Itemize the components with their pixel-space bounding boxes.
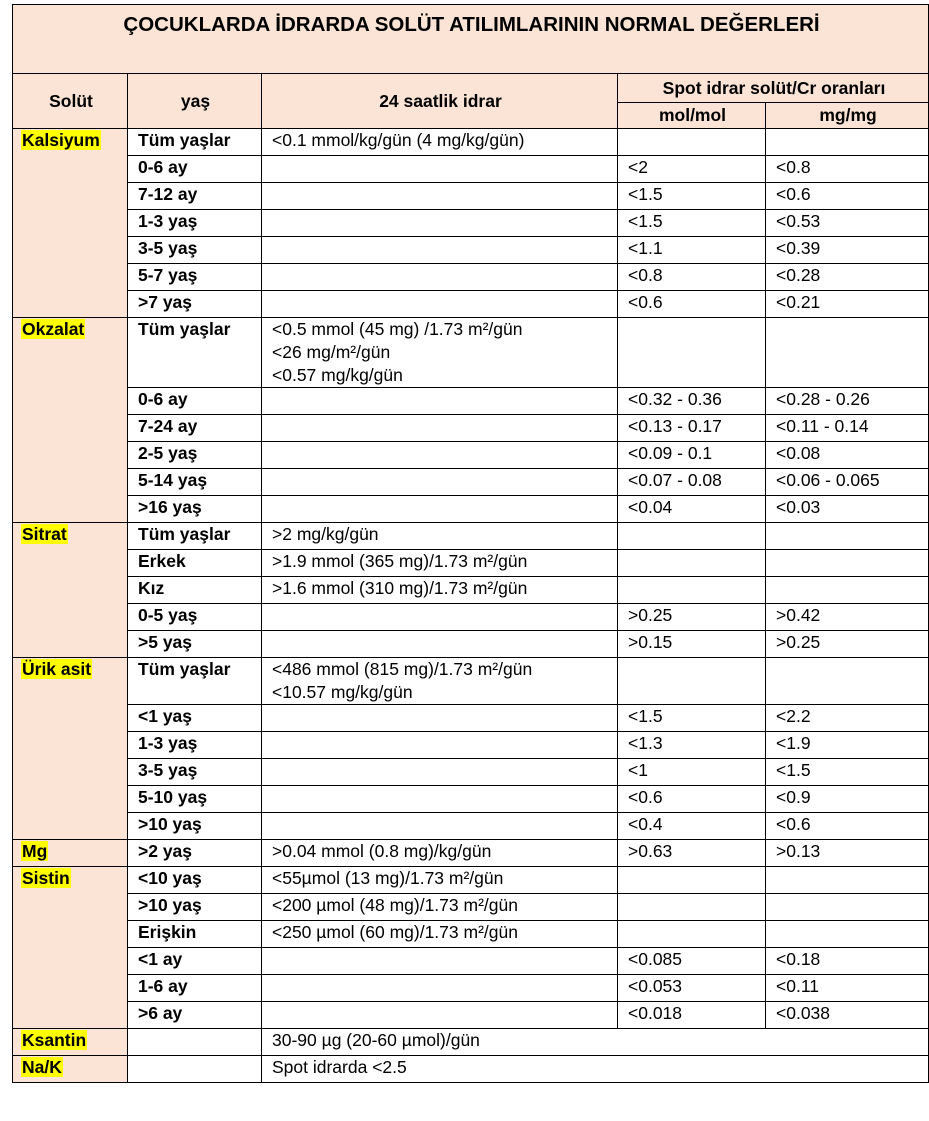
table-row [13, 442, 929, 469]
age-cell: 7-12 ay [128, 183, 262, 210]
mg-mg-cell: <0.53 [766, 210, 929, 237]
table-row [13, 577, 929, 604]
table-row [13, 318, 929, 388]
solute-cell [13, 867, 128, 1029]
urine24-cell [262, 631, 618, 658]
age-cell: >7 yaş [128, 291, 262, 318]
age-cell: 0-6 ay [128, 388, 262, 415]
age-cell: 3-5 yaş [128, 759, 262, 786]
age-cell: >10 yaş [128, 894, 262, 921]
urine24-cell [262, 975, 618, 1002]
urine24-line: <200 µmol (48 mg)/1.73 m²/gün [272, 895, 518, 915]
mol-mol-cell: <1.5 [618, 210, 766, 237]
table-row [13, 948, 929, 975]
urine24-line: <0.1 mmol/kg/gün (4 mg/kg/gün) [272, 130, 525, 150]
urine24-cell [262, 210, 618, 237]
mol-mol-cell: >0.15 [618, 631, 766, 658]
urine24-cell [262, 469, 618, 496]
table-title: ÇOCUKLARDA İDRARDA SOLÜT ATILIMLARININ NORMAL DEĞERLERİ [13, 5, 929, 74]
urine24-line: <10.57 mg/kg/gün [272, 682, 413, 702]
document-page [12, 4, 928, 1083]
age-cell: Erişkin [128, 921, 262, 948]
mg-mg-cell: <0.9 [766, 786, 929, 813]
urine24-cell [262, 264, 618, 291]
urine24-line: <55µmol (13 mg)/1.73 m²/gün [272, 868, 504, 888]
urine24-cell [262, 291, 618, 318]
age-cell: >10 yaş [128, 813, 262, 840]
urine24-cell [262, 388, 618, 415]
age-cell: Tüm yaşlar [128, 318, 262, 388]
mol-mol-cell [618, 867, 766, 894]
urine24-cell [262, 1002, 618, 1029]
age-cell: 3-5 yaş [128, 237, 262, 264]
mol-mol-cell: <1.5 [618, 705, 766, 732]
mol-mol-cell: <0.8 [618, 264, 766, 291]
table-body [13, 129, 929, 1083]
mol-mol-cell: <1.1 [618, 237, 766, 264]
mg-mg-cell: <0.28 - 0.26 [766, 388, 929, 415]
table-row [13, 759, 929, 786]
urine24-cell [262, 786, 618, 813]
age-cell [128, 1029, 262, 1056]
mg-mg-cell: <1.9 [766, 732, 929, 759]
mol-mol-cell: <0.018 [618, 1002, 766, 1029]
table-row [13, 1002, 929, 1029]
age-cell: 2-5 yaş [128, 442, 262, 469]
solute-cell [13, 129, 128, 318]
table-row [13, 705, 929, 732]
urine24-cell [262, 442, 618, 469]
mol-mol-cell [618, 318, 766, 388]
solute-cell [13, 318, 128, 523]
header-spot-urine: Spot idrar solüt/Cr oranları [618, 74, 929, 103]
mol-mol-cell [618, 523, 766, 550]
urine24-cell [262, 550, 618, 577]
mol-mol-cell: <1.5 [618, 183, 766, 210]
table-row [13, 604, 929, 631]
mol-mol-cell: <0.053 [618, 975, 766, 1002]
solute-cell [13, 658, 128, 840]
mol-mol-cell: <0.07 - 0.08 [618, 469, 766, 496]
mg-mg-cell [766, 921, 929, 948]
age-cell: >6 ay [128, 1002, 262, 1029]
mol-mol-cell: <1.3 [618, 732, 766, 759]
mg-mg-cell: <0.18 [766, 948, 929, 975]
mg-mg-cell: <2.2 [766, 705, 929, 732]
reference-table [12, 4, 929, 1083]
urine24-cell [262, 523, 618, 550]
age-cell: <1 yaş [128, 705, 262, 732]
mol-mol-cell [618, 658, 766, 705]
urine24-cell [262, 237, 618, 264]
mg-mg-cell [766, 658, 929, 705]
header-solute: Solüt [13, 74, 128, 129]
table-row [13, 894, 929, 921]
age-cell [128, 1056, 262, 1083]
mg-mg-cell: <0.03 [766, 496, 929, 523]
age-cell: Kız [128, 577, 262, 604]
header-24h-urine: 24 saatlik idrar [262, 74, 618, 129]
mg-mg-cell: <0.8 [766, 156, 929, 183]
mg-mg-cell [766, 129, 929, 156]
urine24-cell [262, 604, 618, 631]
urine24-line: >2 mg/kg/gün [272, 524, 379, 544]
solute-cell [13, 840, 128, 867]
mg-mg-cell: <0.6 [766, 813, 929, 840]
table-row [13, 469, 929, 496]
age-cell: 1-3 yaş [128, 210, 262, 237]
mol-mol-cell: <2 [618, 156, 766, 183]
age-cell: 7-24 ay [128, 415, 262, 442]
urine24-line: <486 mmol (815 mg)/1.73 m²/gün [272, 659, 533, 679]
solute-cell [13, 1056, 128, 1083]
mg-mg-cell: >0.13 [766, 840, 929, 867]
table-row [13, 732, 929, 759]
mg-mg-cell: <0.11 - 0.14 [766, 415, 929, 442]
table-row [13, 415, 929, 442]
table-row [13, 388, 929, 415]
mg-mg-cell: <0.39 [766, 237, 929, 264]
merged-value-cell: 30-90 µg (20-60 µmol)/gün [262, 1029, 929, 1056]
age-cell: 5-10 yaş [128, 786, 262, 813]
age-cell: >2 yaş [128, 840, 262, 867]
mol-mol-cell [618, 550, 766, 577]
header-mol-mol: mol/mol [618, 103, 766, 129]
mol-mol-cell [618, 894, 766, 921]
mol-mol-cell: <0.13 - 0.17 [618, 415, 766, 442]
solute-name: Sistin [22, 868, 70, 888]
header-age: yaş [128, 74, 262, 129]
mg-mg-cell: <0.21 [766, 291, 929, 318]
solute-name: Okzalat [22, 319, 85, 339]
table-row [13, 129, 929, 156]
urine24-line: <0.57 mg/kg/gün [272, 365, 403, 385]
urine24-cell [262, 948, 618, 975]
age-cell: 0-5 yaş [128, 604, 262, 631]
urine24-line: <0.5 mmol (45 mg) /1.73 m²/gün [272, 319, 523, 339]
urine24-cell [262, 840, 618, 867]
mg-mg-cell: <1.5 [766, 759, 929, 786]
table-row [13, 921, 929, 948]
age-cell: Tüm yaşlar [128, 523, 262, 550]
mg-mg-cell [766, 577, 929, 604]
mol-mol-cell: <0.4 [618, 813, 766, 840]
table-row [13, 183, 929, 210]
solute-cell [13, 1029, 128, 1056]
table-row [13, 264, 929, 291]
urine24-cell [262, 867, 618, 894]
urine24-cell [262, 318, 618, 388]
urine24-cell [262, 921, 618, 948]
solute-name: Ksantin [22, 1030, 87, 1050]
age-cell: 5-14 yaş [128, 469, 262, 496]
mg-mg-cell: <0.28 [766, 264, 929, 291]
urine24-cell [262, 129, 618, 156]
urine24-cell [262, 658, 618, 705]
mol-mol-cell: <0.09 - 0.1 [618, 442, 766, 469]
solute-name: Sitrat [22, 524, 67, 544]
urine24-cell [262, 705, 618, 732]
mg-mg-cell: >0.25 [766, 631, 929, 658]
table-row [13, 813, 929, 840]
table-row [13, 291, 929, 318]
solute-name: Na/K [22, 1057, 62, 1077]
mg-mg-cell: <0.6 [766, 183, 929, 210]
age-cell: 1-3 yaş [128, 732, 262, 759]
mg-mg-cell: <0.11 [766, 975, 929, 1002]
urine24-line: >0.04 mmol (0.8 mg)/kg/gün [272, 841, 492, 861]
table-row [13, 975, 929, 1002]
urine24-cell [262, 156, 618, 183]
mg-mg-cell: <0.038 [766, 1002, 929, 1029]
mg-mg-cell: >0.42 [766, 604, 929, 631]
mol-mol-cell: >0.63 [618, 840, 766, 867]
solute-cell [13, 523, 128, 658]
merged-value-cell: Spot idrarda <2.5 [262, 1056, 929, 1083]
urine24-line: >1.6 mmol (310 mg)/1.73 m²/gün [272, 578, 528, 598]
table-row [13, 496, 929, 523]
age-cell: 5-7 yaş [128, 264, 262, 291]
mol-mol-cell: >0.25 [618, 604, 766, 631]
solute-name: Mg [22, 841, 48, 861]
urine24-line: >1.9 mmol (365 mg)/1.73 m²/gün [272, 551, 528, 571]
table-row [13, 523, 929, 550]
table-row [13, 156, 929, 183]
solute-name: Ürik asit [22, 659, 92, 679]
age-cell: <10 yaş [128, 867, 262, 894]
urine24-cell [262, 577, 618, 604]
urine24-line: <26 mg/m²/gün [272, 342, 391, 362]
solute-name: Kalsiyum [22, 130, 100, 150]
age-cell: >16 yaş [128, 496, 262, 523]
age-cell: 0-6 ay [128, 156, 262, 183]
table-row [13, 1056, 929, 1083]
mol-mol-cell: <1 [618, 759, 766, 786]
mol-mol-cell: <0.085 [618, 948, 766, 975]
age-cell: Tüm yaşlar [128, 129, 262, 156]
mol-mol-cell [618, 577, 766, 604]
mg-mg-cell [766, 550, 929, 577]
mg-mg-cell [766, 894, 929, 921]
mol-mol-cell: <0.32 - 0.36 [618, 388, 766, 415]
table-row [13, 658, 929, 705]
mol-mol-cell: <0.6 [618, 291, 766, 318]
urine24-cell [262, 415, 618, 442]
age-cell: 1-6 ay [128, 975, 262, 1002]
mol-mol-cell [618, 129, 766, 156]
urine24-cell [262, 496, 618, 523]
mg-mg-cell [766, 523, 929, 550]
table-row [13, 840, 929, 867]
urine24-cell [262, 183, 618, 210]
mol-mol-cell: <0.04 [618, 496, 766, 523]
age-cell: <1 ay [128, 948, 262, 975]
table-row [13, 1029, 929, 1056]
mg-mg-cell: <0.06 - 0.065 [766, 469, 929, 496]
mg-mg-cell: <0.08 [766, 442, 929, 469]
mg-mg-cell [766, 867, 929, 894]
age-cell: Tüm yaşlar [128, 658, 262, 705]
mol-mol-cell [618, 921, 766, 948]
age-cell: Erkek [128, 550, 262, 577]
urine24-cell [262, 732, 618, 759]
table-row [13, 210, 929, 237]
header-mg-mg: mg/mg [766, 103, 929, 129]
urine24-cell [262, 813, 618, 840]
urine24-cell [262, 894, 618, 921]
table-row [13, 237, 929, 264]
mg-mg-cell [766, 318, 929, 388]
table-row [13, 867, 929, 894]
table-row [13, 786, 929, 813]
urine24-line: <250 µmol (60 mg)/1.73 m²/gün [272, 922, 518, 942]
age-cell: >5 yaş [128, 631, 262, 658]
table-row [13, 631, 929, 658]
urine24-cell [262, 759, 618, 786]
mol-mol-cell: <0.6 [618, 786, 766, 813]
table-row [13, 550, 929, 577]
